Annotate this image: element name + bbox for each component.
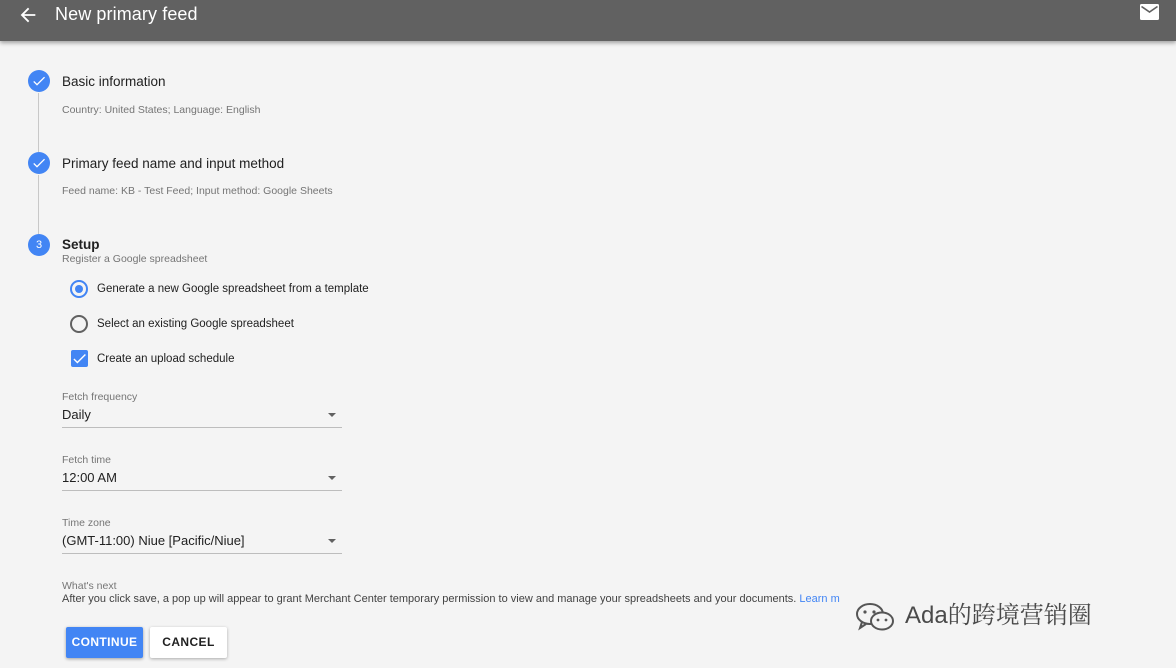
learn-more-link[interactable]: Learn m bbox=[799, 593, 840, 605]
option-label: Generate a new Google spreadsheet from a template bbox=[97, 283, 369, 295]
whats-next-text: After you click save, a pop up will appear to grant Merchant Center temporary permission to view and manage your spreadsheets and your documents. bbox=[62, 593, 797, 605]
option-label: Select an existing Google spreadsheet bbox=[97, 318, 294, 330]
step-number: 3 bbox=[35, 239, 43, 251]
continue-button[interactable]: CONTINUE bbox=[66, 627, 143, 658]
arrow-left-icon[interactable] bbox=[17, 4, 39, 26]
time-zone-value: (GMT-11:00) Niue [Pacific/Niue] bbox=[62, 533, 245, 548]
whats-next-body bbox=[62, 593, 840, 606]
step-feed-name-summary: Feed name: KB - Test Feed; Input method: Google Sheets bbox=[62, 185, 333, 197]
step-feed-name-title[interactable]: Primary feed name and input method bbox=[62, 156, 285, 171]
wechat-icon bbox=[855, 602, 895, 632]
watermark-text: Ada的跨境营销圈 bbox=[905, 602, 1092, 629]
step-setup-title: Setup bbox=[62, 237, 100, 252]
fetch-time-label: Fetch time bbox=[62, 454, 112, 466]
time-zone-select[interactable] bbox=[62, 531, 342, 554]
mail-icon[interactable] bbox=[1140, 4, 1159, 20]
step-number-badge bbox=[28, 234, 50, 256]
dropdown-arrow-icon bbox=[328, 476, 336, 480]
time-zone-label: Time zone bbox=[62, 517, 111, 529]
dropdown-arrow-icon bbox=[328, 539, 336, 543]
dropdown-arrow-icon bbox=[328, 413, 336, 417]
fetch-frequency-select[interactable] bbox=[62, 405, 342, 428]
fetch-time-select[interactable] bbox=[62, 468, 342, 491]
step-setup-subtitle: Register a Google spreadsheet bbox=[62, 253, 208, 265]
option-label: Create an upload schedule bbox=[97, 353, 235, 365]
step-connector bbox=[38, 93, 39, 152]
page-title: New primary feed bbox=[55, 4, 198, 24]
step-complete-check-icon bbox=[28, 152, 50, 174]
radio-unchecked-icon[interactable] bbox=[70, 315, 88, 333]
step-basic-information-summary: Country: United States; Language: English bbox=[62, 104, 261, 116]
checkbox-checked-icon[interactable] bbox=[71, 350, 88, 367]
whats-next-title: What's next bbox=[62, 580, 117, 592]
cancel-button[interactable]: CANCEL bbox=[150, 627, 227, 658]
fetch-time-value: 12:00 AM bbox=[62, 470, 117, 485]
app-header bbox=[0, 0, 1176, 41]
fetch-frequency-value: Daily bbox=[62, 407, 91, 422]
fetch-frequency-label: Fetch frequency bbox=[62, 391, 138, 403]
step-connector bbox=[38, 175, 39, 234]
radio-checked-icon[interactable] bbox=[70, 280, 88, 298]
step-basic-information-title[interactable]: Basic information bbox=[62, 74, 166, 89]
step-complete-check-icon bbox=[28, 70, 50, 92]
